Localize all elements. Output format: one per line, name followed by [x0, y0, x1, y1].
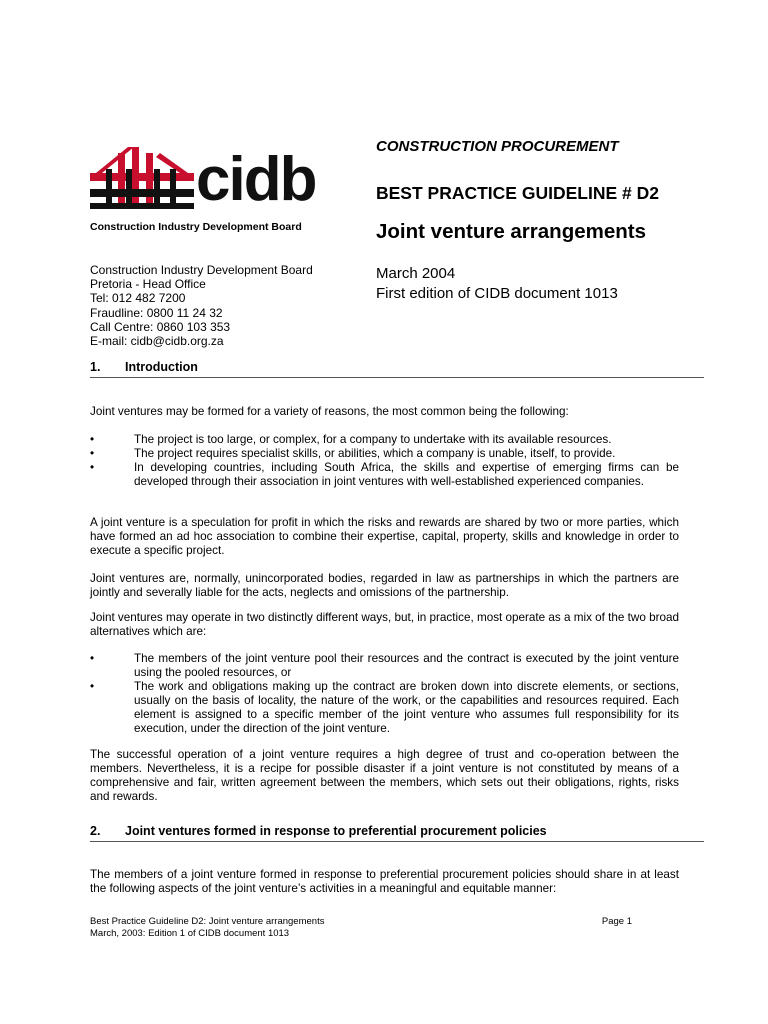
bullet-icon: •	[90, 433, 95, 446]
list-item-text: The project requires specialist skills, or abilities, which a company is unable, itself, to provide.	[134, 447, 616, 460]
list-item	[90, 652, 679, 680]
list-item-text: The members of the joint venture pool their resources and the contract is executed by the joint venture using the pooled resources, or	[134, 652, 679, 679]
reasons-list	[90, 433, 679, 489]
section-1-intro: Joint ventures may be formed for a variety of reasons, the most common being the following:	[90, 405, 569, 418]
cidb-logo	[88, 145, 328, 235]
footer-line-1: Best Practice Guideline D2: Joint venture arrangements	[90, 916, 325, 927]
paragraph-unincorporated: Joint ventures are, normally, unincorporated bodies, regarded in law as partnerships in which the partners are jointly and severally liable for the acts, neglects and omissions of the partnership.	[90, 572, 679, 599]
section-2-heading	[90, 824, 704, 842]
list-item-text: The project is too large, or complex, for a company to undertake with its available resources.	[134, 433, 612, 446]
footer-line-2: March, 2003: Edition 1 of CIDB document 1013	[90, 927, 290, 939]
cidb-emblem-icon	[88, 145, 198, 217]
paragraph-speculation: A joint venture is a speculation for profit in which the risks and rewards are shared by two or more parties, which have formed an ad hoc association to combine their expertise, capital, property, skills and knowledge in order to execute a specific project.	[90, 516, 679, 557]
list-item-text: The work and obligations making up the contract are broken down into discrete elements, or sections, usually on the basis of locality, the nature of the work, or the capabilities and resources required. Each element is assigned to a specific member of the joint venture who assumes full responsibility for its execution, under the direction of the joint venture.	[134, 680, 679, 735]
paragraph-success: The successful operation of a joint venture requires a high degree of trust and co-operation between the members. Nevertheless, it is a recipe for possible disaster if a joint venture is not constituted by means of a comprehensive and fair, written agreement between the members, which sets out their obligations, rights, risks and rewards.	[90, 748, 679, 803]
section-1-heading	[90, 360, 704, 378]
document-kicker: CONSTRUCTION PROCUREMENT	[376, 138, 619, 155]
page-number: Page 1	[601, 916, 632, 927]
list-item	[90, 433, 679, 447]
logo-subtitle: Construction Industry Development Board	[90, 221, 302, 233]
section-2-number: 2.	[90, 824, 101, 838]
section-2-title: Joint ventures formed in response to preferential procurement policies	[125, 824, 547, 838]
document-date: March 2004	[376, 265, 456, 282]
paragraph-members: The members of a joint venture formed in response to preferential procurement policies should share in at least the following aspects of the joint venture’s activities in a meaningful and equitable manner:	[90, 868, 679, 895]
bullet-icon: •	[90, 652, 95, 665]
contact-email[interactable]: E-mail: cidb@cidb.org.za	[90, 334, 224, 349]
list-item	[90, 461, 679, 489]
section-1-number: 1.	[90, 360, 101, 374]
list-item-text: In developing countries, including South Africa, the skills and expertise of emerging firms can be developed through their association in joint ventures with well-established experienced companies.	[134, 461, 679, 488]
contact-block	[90, 263, 313, 348]
contact-fraudline: Fraudline: 0800 11 24 32	[90, 305, 223, 320]
document-edition: First edition of CIDB document 1013	[376, 285, 618, 302]
page-footer	[90, 916, 632, 939]
guideline-number: BEST PRACTICE GUIDELINE # D2	[376, 183, 659, 203]
bullet-icon: •	[90, 461, 95, 474]
alternatives-list	[90, 652, 679, 736]
section-1-title: Introduction	[125, 360, 198, 374]
bullet-icon: •	[90, 447, 95, 460]
logo-wordmark: cidb	[196, 145, 316, 214]
contact-office: Pretoria - Head Office	[90, 277, 206, 292]
list-item	[90, 680, 679, 736]
paragraph-operate: Joint ventures may operate in two distinctly different ways, but, in practice, most operate as a mix of the two broad alternatives which are:	[90, 611, 679, 638]
contact-org: Construction Industry Development Board	[90, 263, 313, 277]
document-title: Joint venture arrangements	[376, 220, 646, 243]
bullet-icon: •	[90, 680, 95, 693]
contact-tel: Tel: 012 482 7200	[90, 291, 186, 306]
contact-callcentre: Call Centre: 0860 103 353	[90, 319, 231, 334]
list-item	[90, 447, 679, 461]
